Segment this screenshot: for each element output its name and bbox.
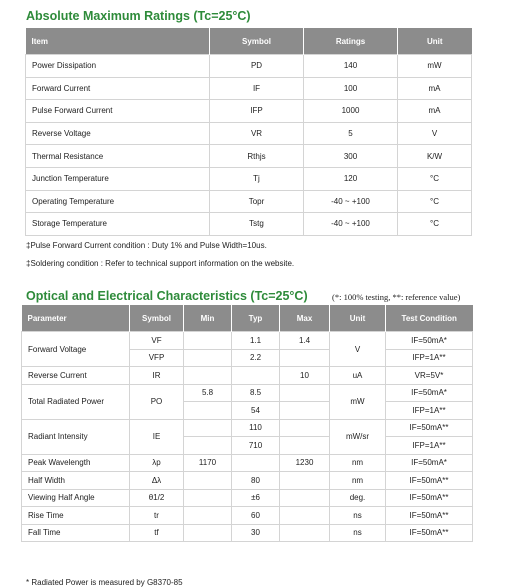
table-row <box>22 367 473 385</box>
cell-item: Forward Current <box>26 77 210 100</box>
cell-max: 1230 <box>280 454 330 472</box>
opt-header-row <box>22 305 473 332</box>
cell-max <box>280 472 330 490</box>
cell-symbol: tr <box>130 507 184 525</box>
cell-min <box>184 402 232 420</box>
cell-min <box>184 472 232 490</box>
cell-symbol: IF <box>210 77 304 100</box>
cell-unit: nm <box>330 472 386 490</box>
cell-symbol: Δλ <box>130 472 184 490</box>
cell-unit: nm <box>330 454 386 472</box>
col-header-symbol: Symbol <box>210 28 304 55</box>
table-row <box>26 122 472 145</box>
cell-max <box>280 437 330 455</box>
cell-min <box>184 332 232 350</box>
cell-min <box>184 349 232 367</box>
cell-parameter: Viewing Half Angle <box>22 489 130 507</box>
cell-unit: mW <box>398 55 472 78</box>
cell-unit: K/W <box>398 145 472 168</box>
table-row <box>26 77 472 100</box>
cell-min <box>184 524 232 542</box>
cell-unit: ns <box>330 524 386 542</box>
cell-max <box>280 419 330 437</box>
cell-typ <box>232 367 280 385</box>
cell-max <box>280 489 330 507</box>
cell-item: Reverse Voltage <box>26 122 210 145</box>
cell-symbol: IE <box>130 419 184 454</box>
cell-condition: IF=50mA** <box>386 489 473 507</box>
table-row <box>22 384 473 402</box>
cell-item: Thermal Resistance <box>26 145 210 168</box>
cell-item: Pulse Forward Current <box>26 100 210 123</box>
cell-parameter: Total Radiated Power <box>22 384 130 419</box>
cell-rating: -40 ~ +100 <box>304 190 398 213</box>
cell-symbol: IFP <box>210 100 304 123</box>
cell-typ: 60 <box>232 507 280 525</box>
cell-parameter: Rise Time <box>22 507 130 525</box>
cell-unit: mW/sr <box>330 419 386 454</box>
cell-item: Operating Temperature <box>26 190 210 213</box>
col-header-ratings: Ratings <box>304 28 398 55</box>
table-row <box>22 472 473 490</box>
optical-table <box>21 305 473 542</box>
cell-condition: IFP=1A** <box>386 437 473 455</box>
cell-parameter: Fall Time <box>22 524 130 542</box>
cell-min: 5.8 <box>184 384 232 402</box>
cell-parameter: Peak Wavelength <box>22 454 130 472</box>
cell-unit: mW <box>330 384 386 419</box>
cell-symbol: VFP <box>130 349 184 367</box>
table-row <box>22 489 473 507</box>
cell-typ: ±6 <box>232 489 280 507</box>
cell-unit: V <box>398 122 472 145</box>
cell-symbol: PO <box>130 384 184 419</box>
table-row <box>26 55 472 78</box>
cell-rating: 1000 <box>304 100 398 123</box>
cell-parameter: Radiant Intensity <box>22 419 130 454</box>
cell-symbol: θ1/2 <box>130 489 184 507</box>
cell-max <box>280 507 330 525</box>
col-header-unit: Unit <box>398 28 472 55</box>
cell-rating: 140 <box>304 55 398 78</box>
cell-condition: IF=50mA* <box>386 454 473 472</box>
cell-typ: 8.5 <box>232 384 280 402</box>
table-row <box>26 100 472 123</box>
col-header-typ: Typ <box>232 305 280 332</box>
cell-condition: IF=50mA* <box>386 332 473 350</box>
cell-typ: 110 <box>232 419 280 437</box>
cell-condition: VR=5V* <box>386 367 473 385</box>
cell-max <box>280 402 330 420</box>
cell-max <box>280 384 330 402</box>
cell-symbol: VF <box>130 332 184 350</box>
testing-legend-note: (*: 100% testing, **: reference value) <box>332 292 461 302</box>
cell-symbol: λp <box>130 454 184 472</box>
cell-unit: mA <box>398 100 472 123</box>
col-header-symbol: Symbol <box>130 305 184 332</box>
cell-max <box>280 524 330 542</box>
cell-condition: IFP=1A** <box>386 349 473 367</box>
cell-unit: V <box>330 332 386 367</box>
col-header-item: Item <box>26 28 210 55</box>
cell-unit: uA <box>330 367 386 385</box>
cell-condition: IF=50mA* <box>386 384 473 402</box>
cell-item: Storage Temperature <box>26 213 210 236</box>
cell-unit: mA <box>398 77 472 100</box>
cell-unit: deg. <box>330 489 386 507</box>
cell-item: Power Dissipation <box>26 55 210 78</box>
cell-symbol: Tstg <box>210 213 304 236</box>
footnote-pulse: ‡Pulse Forward Current condition : Duty 1% and Pulse Width=10us. <box>26 241 267 250</box>
cell-min <box>184 437 232 455</box>
table-row <box>26 213 472 236</box>
cell-item: Junction Temperature <box>26 167 210 190</box>
cell-typ: 1.1 <box>232 332 280 350</box>
cell-unit: °C <box>398 167 472 190</box>
table-row <box>26 145 472 168</box>
cell-symbol: PD <box>210 55 304 78</box>
table-row <box>22 507 473 525</box>
cell-max: 1.4 <box>280 332 330 350</box>
col-header-max: Max <box>280 305 330 332</box>
cell-parameter: Forward Voltage <box>22 332 130 367</box>
cell-min <box>184 489 232 507</box>
abs-max-table <box>25 28 472 236</box>
cell-condition: IF=50mA** <box>386 507 473 525</box>
cell-min <box>184 507 232 525</box>
cell-typ: 80 <box>232 472 280 490</box>
cell-symbol: tf <box>130 524 184 542</box>
cell-typ: 30 <box>232 524 280 542</box>
col-header-test-condition: Test Condition <box>386 305 473 332</box>
cell-rating: -40 ~ +100 <box>304 213 398 236</box>
cell-typ: 54 <box>232 402 280 420</box>
abs-max-title: Absolute Maximum Ratings (Tc=25°C) <box>26 9 251 23</box>
cell-min <box>184 419 232 437</box>
table-row <box>26 190 472 213</box>
cell-max <box>280 349 330 367</box>
abs-header-row <box>26 28 472 55</box>
cell-min: 1170 <box>184 454 232 472</box>
table-row <box>22 524 473 542</box>
col-header-min: Min <box>184 305 232 332</box>
cell-rating: 5 <box>304 122 398 145</box>
table-row <box>22 332 473 350</box>
col-header-parameter: Parameter <box>22 305 130 332</box>
cell-max: 10 <box>280 367 330 385</box>
footnote-radiated-power: * Radiated Power is measured by G8370-85 <box>26 578 183 587</box>
cell-parameter: Half Width <box>22 472 130 490</box>
cell-unit: °C <box>398 190 472 213</box>
cell-rating: 300 <box>304 145 398 168</box>
optical-title: Optical and Electrical Characteristics (Tc=25°C) <box>26 289 308 303</box>
cell-symbol: Tj <box>210 167 304 190</box>
cell-min <box>184 367 232 385</box>
cell-symbol: IR <box>130 367 184 385</box>
cell-parameter: Reverse Current <box>22 367 130 385</box>
cell-typ <box>232 454 280 472</box>
cell-rating: 100 <box>304 77 398 100</box>
cell-rating: 120 <box>304 167 398 190</box>
table-row <box>22 454 473 472</box>
table-row <box>22 419 473 437</box>
cell-symbol: VR <box>210 122 304 145</box>
cell-typ: 2.2 <box>232 349 280 367</box>
cell-typ: 710 <box>232 437 280 455</box>
cell-symbol: Rthjs <box>210 145 304 168</box>
cell-condition: IFP=1A** <box>386 402 473 420</box>
cell-unit: °C <box>398 213 472 236</box>
col-header-unit: Unit <box>330 305 386 332</box>
cell-symbol: Topr <box>210 190 304 213</box>
cell-unit: ns <box>330 507 386 525</box>
cell-condition: IF=50mA** <box>386 419 473 437</box>
table-row <box>26 167 472 190</box>
cell-condition: IF=50mA** <box>386 524 473 542</box>
cell-condition: IF=50mA** <box>386 472 473 490</box>
footnote-soldering: ‡Soldering condition : Refer to technical support information on the website. <box>26 259 295 268</box>
